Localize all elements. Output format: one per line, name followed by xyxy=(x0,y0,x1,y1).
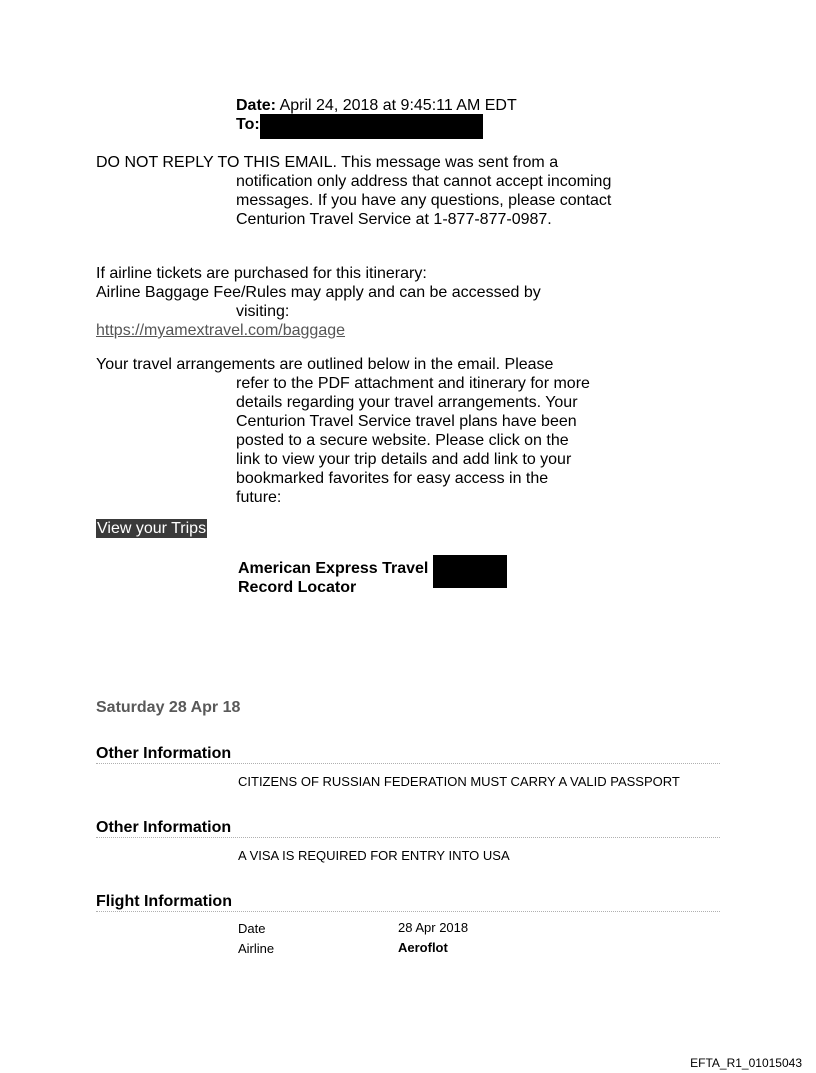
flight-date-value: 28 Apr 2018 xyxy=(398,920,469,935)
itinerary-date-heading: Saturday 28 Apr 18 xyxy=(96,699,241,716)
flight-airline-label: Airline xyxy=(238,941,275,956)
baggage-link[interactable]: https://myamextravel.com/baggage xyxy=(96,322,346,339)
arrangements-first-line: Your travel arrangements are outlined below in the email. Please xyxy=(96,356,554,373)
section-text-visa: A VISA IS REQUIRED FOR ENTRY INTO USA xyxy=(238,848,510,863)
no-reply-notice xyxy=(96,153,616,229)
email-date xyxy=(236,96,517,115)
document-id: EFTA_R1_01015043 xyxy=(690,1056,802,1070)
redaction-recipient xyxy=(260,114,483,139)
baggage-line3: visiting: xyxy=(236,303,290,320)
section-title-flight-info: Flight Information xyxy=(96,892,720,912)
email-to xyxy=(236,115,260,134)
baggage-notice xyxy=(96,264,616,340)
notice-first-line: DO NOT REPLY TO THIS EMAIL. This message was sent from a xyxy=(96,154,559,171)
locator-line1: American Express Travel xyxy=(238,560,429,577)
date-label: Date: xyxy=(236,97,277,114)
section-text-passport: CITIZENS OF RUSSIAN FEDERATION MUST CARRY A VALID PASSPORT xyxy=(238,774,680,789)
to-label: To: xyxy=(236,116,260,133)
redaction-locator xyxy=(433,555,507,588)
section-title-other-info-2: Other Information xyxy=(96,818,720,838)
arrangements-rest: refer to the PDF attachment and itinerary for more details regarding your travel arrangements. Your Centurion Travel Service travel plans have been posted to a secure website. Please click on the link to view your trip details and add link to your bookmarked favorites for easy access in the future: xyxy=(236,375,590,506)
view-trips-button[interactable]: View your Trips xyxy=(97,520,207,537)
notice-rest: notification only address that cannot accept incoming messages. If you have any questions, please contact Centurion Travel Service at 1-877-877-0987. xyxy=(236,173,612,228)
date-value: April 24, 2018 at 9:45:11 AM EDT xyxy=(276,97,517,114)
baggage-line1: If airline tickets are purchased for this itinerary: xyxy=(96,265,427,282)
section-title-other-info-1: Other Information xyxy=(96,744,720,764)
flight-date-label: Date xyxy=(238,921,266,936)
record-locator xyxy=(238,559,428,597)
flight-airline-value: Aeroflot xyxy=(398,940,448,955)
locator-line2: Record Locator xyxy=(238,579,357,596)
arrangements-paragraph xyxy=(96,355,596,507)
baggage-line2: Airline Baggage Fee/Rules may apply and can be accessed by xyxy=(96,284,541,301)
